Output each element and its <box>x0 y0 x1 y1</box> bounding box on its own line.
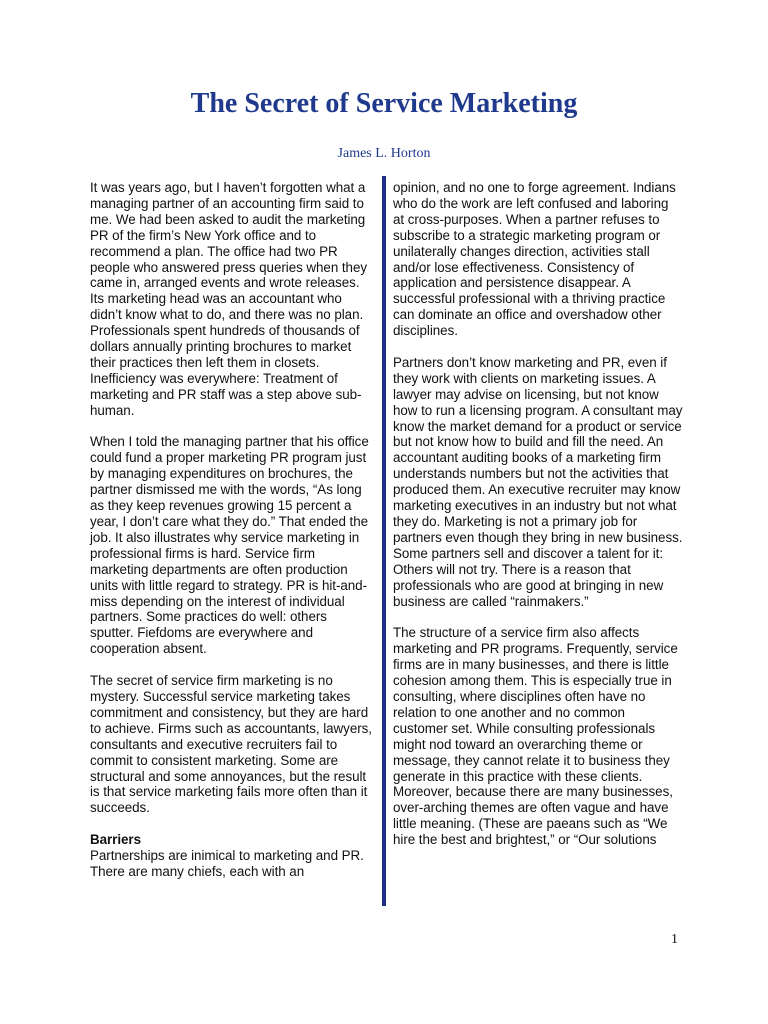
paragraph: opinion, and no one to forge agreement. Indians who do the work are left confused and laboring at cross-purposes. When a partner refuses to subscribe to a strategic marketing program or unilaterally changes direction, activities stall and/or lose effectiveness. Consistency of application and persistence disappear. A successful professional with a thriving practice can dominate an office and overshadow other disciplines. <box>393 180 676 339</box>
document-author: James L. Horton <box>337 146 431 161</box>
page-number: 1 <box>671 932 678 947</box>
document-title: The Secret of Service Marketing <box>190 88 578 119</box>
paragraph: When I told the managing partner that his office could fund a proper marketing PR program just by managing expenditures on brochures, the partner dismissed me with the words, “As long as they keep revenues growing 15 percent a year, I don’t care what they do.” That ended the job. It also illustrates why service marketing in professional firms is hard. Service firm marketing departments are often production units with little regard to strategy. PR is hit-and-miss depending on the interest of individual partners. Some practices do well: others sputter. Fiefdoms are everywhere and cooperation absent. <box>90 434 369 657</box>
paragraph: The structure of a service firm also affects marketing and PR programs. Frequently, service firms are in many businesses, and there is little cohesion among them. This is especially true in consulting, where disciplines often have no relation to one another and no common customer set. While consulting professionals might nod toward an overarching theme or message, they cannot relate it to business they generate in this practice with these clients. Moreover, because there are many businesses, over-arching themes are often vague and have little meaning. (These are paeans such as “We hire the best and brightest,” or “Our solutions <box>393 625 678 848</box>
paragraph: Partnerships are inimical to marketing and PR. There are many chiefs, each with an <box>90 848 364 879</box>
column-divider <box>382 176 386 906</box>
left-column <box>90 180 374 896</box>
paragraph: The secret of service firm marketing is no mystery. Successful service marketing takes commitment and consistency, but they are hard to achieve. Firms such as accountants, lawyers, consultants and executive recruiters fail to commit to consistent marketing. Some are structural and some annoyances, but the result is that service marketing fails more often than it succeeds. <box>90 673 372 816</box>
paragraph: Partners don’t know marketing and PR, even if they work with clients on marketing issues. A lawyer may advise on licensing, but not know how to run a licensing program. A consultant may know the market demand for a product or service but not know how to build and fill the need. An accountant auditing books of a marketing firm understands numbers but not the activities that produced them. An executive recruiter may know marketing executives in an industry but not what they do. Marketing is not a primary job for partners even though they bring in new business. Some partners sell and discover a talent for it: Others will not try. There is a reason that professionals who are good at bringing in new business are called “rainmakers.” <box>393 354 683 609</box>
section-heading: Barriers <box>90 832 141 848</box>
right-column <box>393 180 683 864</box>
paragraph: It was years ago, but I haven’t forgotten what a managing partner of an accounting firm said to me. We had been asked to audit the marketing PR of the firm’s New York office and to recommend a plan. The office had two PR people who answered press queries when they came in, arranged events and wrote releases. Its marketing head was an accountant who didn’t know what to do, and there was no plan. Professionals spent hundreds of thousands of dollars annually printing brochures to market their practices then left them in closets. Inefficiency was everywhere: Treatment of marketing and PR staff was a step above sub-human. <box>90 180 367 418</box>
